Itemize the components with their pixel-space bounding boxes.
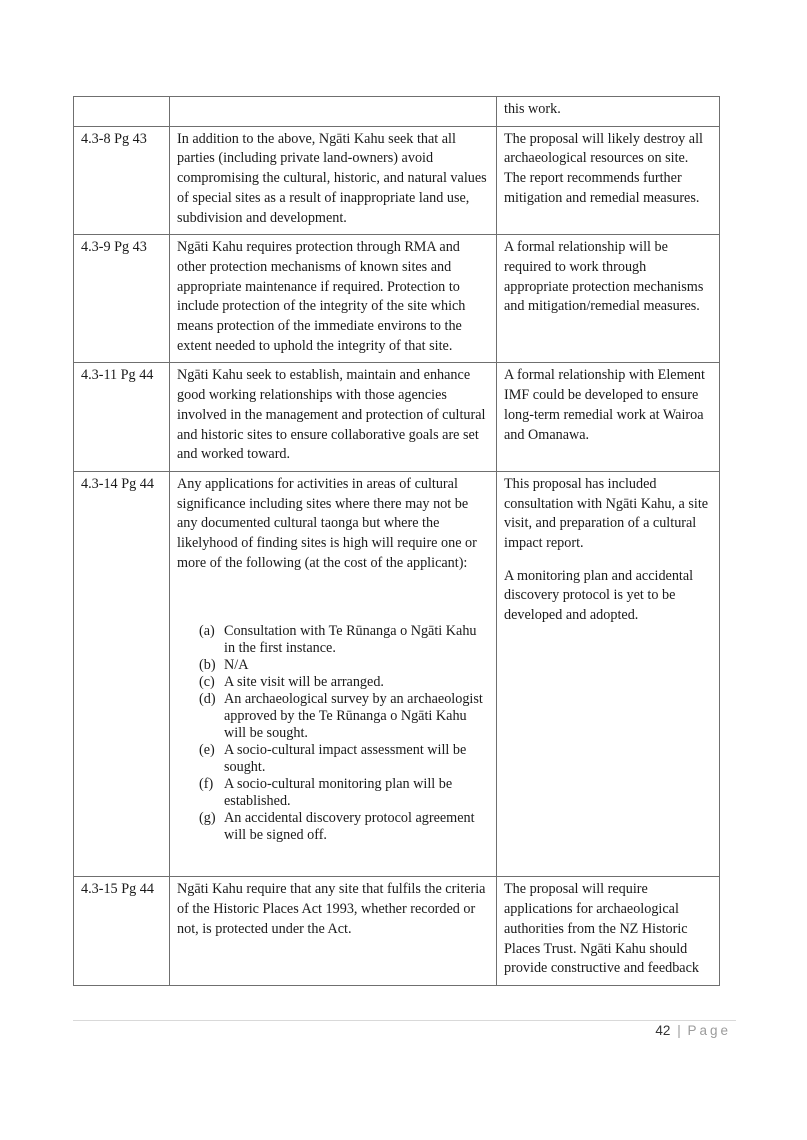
page-number: 42 [655,1023,671,1038]
response-cell [497,471,720,877]
list-item [199,674,490,691]
list-item-text: N/A [224,657,249,674]
table-row [74,235,720,363]
list-item-text: A site visit will be arranged. [224,674,384,691]
policy-table [73,96,720,986]
footer-divider [73,1020,736,1021]
response-text: The proposal will require applications for archaeological authorities from the NZ Historic Places Trust. Ngāti Kahu should provide constructive and feedback [504,881,699,977]
policy-cell [170,97,497,127]
list-item-label: (d) [199,691,216,708]
policy-text: Ngāti Kahu requires protection through RMA and other protection mechanisms of known sites and appropriate maintenance if required. Protection to include protection of the integrity of the site which means protection of the immediate environs to the extent needed to uphold the integrity of that site. [177,239,466,354]
response-cell [497,877,720,986]
ref-cell: 4.3-15 Pg 44 [74,877,170,986]
table-row [74,471,720,877]
list-item-text: A socio-cultural impact assessment will be sought. [224,742,467,776]
list-item-text: An archaeological survey by an archaeologist approved by the Te Rūnanga o Ngāti Kahu will be sought. [224,691,483,742]
table-row [74,97,720,127]
policy-cell [170,877,497,986]
page-label: Page [687,1023,731,1038]
list-item [199,742,490,776]
ref-cell: 4.3-8 Pg 43 [74,126,170,235]
policy-text: Any applications for activities in areas of cultural significance including sites where there may not be any documented cultural taonga but where the likelyhood of finding sites is high will require one or more of the following (at the cost of the applicant): [177,475,477,571]
ref-cell: 4.3-14 Pg 44 [74,471,170,877]
ref-cell: 4.3-9 Pg 43 [74,235,170,363]
table-row [74,363,720,472]
policy-cell [170,363,497,472]
list-item [199,691,490,742]
table-row [74,877,720,986]
list-item-label: (f) [199,776,214,793]
list-item-text: Consultation with Te Rūnanga o Ngāti Kahu in the first instance. [224,623,477,657]
list-item-label: (e) [199,742,215,759]
policy-cell [170,235,497,363]
list-item-text: An accidental discovery protocol agreement will be signed off. [224,810,475,844]
policy-text: Ngāti Kahu require that any site that fulfils the criteria of the Historic Places Act 1993, whether recorded or not, is protected under the Act. [177,881,486,937]
response-text: this work. [504,101,561,117]
list-item-label: (g) [199,810,216,827]
table-row [74,126,720,235]
footer-separator: | [677,1023,681,1038]
list-item-text: A socio-cultural monitoring plan will be established. [224,776,453,810]
list-item [199,623,490,657]
policy-text: In addition to the above, Ngāti Kahu seek that all parties (including private land-owners) avoid compromising the cultural, historic, and natural values of special sites as a result of inappropriate land use, subdivision and development. [177,130,487,226]
ref-cell [74,97,170,127]
page-footer [655,1023,731,1038]
list-item-label: (b) [199,657,216,674]
list-item-label: (c) [199,674,215,691]
policy-cell [170,126,497,235]
policy-text: Ngāti Kahu seek to establish, maintain and enhance good working relationships with those agencies involved in the management and protection of cultural and historic sites to ensure collaborative goals are set and worked toward. [177,367,486,463]
response-text: A monitoring plan and accidental discovery protocol is yet to be developed and adopted. [504,567,694,624]
response-text: This proposal has included consultation with Ngāti Kahu, a site visit, and preparation of a cultural impact report. [504,475,709,552]
list-item-label: (a) [199,623,215,640]
response-cell [497,97,720,127]
response-cell [497,235,720,363]
policy-cell [170,471,497,877]
response-text: A formal relationship will be required to work through appropriate protection mechanisms and mitigation/remedial measures. [504,239,704,315]
requirements-list [199,623,490,844]
ref-cell: 4.3-11 Pg 44 [74,363,170,472]
list-item [199,657,490,674]
response-cell [497,363,720,472]
response-text: The proposal will likely destroy all archaeological resources on site. The report recommends further mitigation and remedial measures. [504,130,703,206]
list-item [199,810,490,844]
response-cell [497,126,720,235]
list-item [199,776,490,810]
response-text: A formal relationship with Element IMF could be developed to ensure long-term remedial work at Wairoa and Omanawa. [504,367,705,443]
